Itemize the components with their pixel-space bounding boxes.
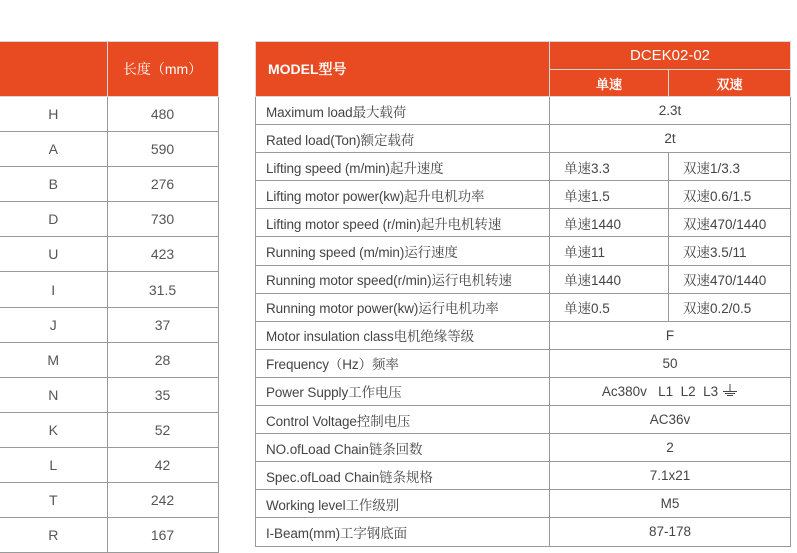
table-row <box>256 209 791 237</box>
spec-label-cell: Lifting speed (m/min)起升速度 <box>256 153 550 181</box>
dimension-value-cell: 242 <box>107 483 218 518</box>
dimension-code-cell: I <box>0 272 107 307</box>
table-row <box>256 434 791 462</box>
spec-value-text: Ac380v L1 L2 L3 <box>601 383 719 399</box>
double-speed-header: 双速 <box>669 70 791 97</box>
table-row <box>256 349 791 377</box>
table-row <box>0 167 218 202</box>
dimension-code-cell: U <box>0 237 107 272</box>
table-row <box>0 272 218 307</box>
dimension-code-cell: H <box>0 97 107 132</box>
model-label-header: MODEL型号 <box>256 42 550 97</box>
table-row <box>256 293 791 321</box>
table-row <box>256 125 791 153</box>
spec-value-text: M5 <box>660 496 680 512</box>
spec-single-speed-cell: 单速0.5 <box>550 293 669 321</box>
model-code-header: DCEK02-02 <box>550 42 791 70</box>
dimension-value-cell: 28 <box>107 342 218 377</box>
dimension-table <box>0 41 219 553</box>
dimension-code-cell: A <box>0 132 107 167</box>
table-row <box>0 377 218 412</box>
table-row <box>256 237 791 265</box>
spec-double-speed-cell: 双速470/1440 <box>669 265 791 293</box>
spec-value-cell <box>550 434 791 462</box>
table-row <box>256 462 791 490</box>
dimension-code-cell: K <box>0 412 107 447</box>
table-row <box>0 483 218 518</box>
table-row <box>256 153 791 181</box>
spec-single-speed-cell: 单速1440 <box>550 209 669 237</box>
dimension-code-cell: R <box>0 518 107 553</box>
table-row <box>0 97 218 132</box>
spec-label-cell: Running motor power(kw)运行电机功率 <box>256 293 550 321</box>
dimension-code-cell: N <box>0 377 107 412</box>
table-row <box>256 321 791 349</box>
spec-label-cell: Rated load(Ton)额定载荷 <box>256 125 550 153</box>
table-row <box>0 342 218 377</box>
spec-value-cell <box>550 321 791 349</box>
spec-value-cell <box>550 377 791 405</box>
spec-double-speed-cell: 双速0.6/1.5 <box>669 181 791 209</box>
table-row <box>0 132 218 167</box>
spec-value-cell <box>550 406 791 434</box>
table-row <box>0 237 218 272</box>
spec-value-text: AC36v <box>649 412 691 428</box>
spec-label-cell: Spec.ofLoad Chain链条规格 <box>256 462 550 490</box>
table-row <box>256 181 791 209</box>
dimension-code-cell: T <box>0 483 107 518</box>
dimension-value-cell: 276 <box>107 167 218 202</box>
table-row <box>256 377 791 405</box>
spec-single-speed-cell: 单速1.5 <box>550 181 669 209</box>
table-row <box>256 490 791 518</box>
table-row <box>0 447 218 482</box>
dimension-value-cell: 35 <box>107 377 218 412</box>
spec-value-cell <box>550 125 791 153</box>
spec-value-text: 2 <box>666 440 674 456</box>
spec-value-text: 2.3t <box>658 103 682 119</box>
dimension-value-cell: 590 <box>107 132 218 167</box>
spec-header-row-1 <box>256 42 791 70</box>
table-row <box>256 97 791 125</box>
spec-double-speed-cell: 双速1/3.3 <box>669 153 791 181</box>
dimension-value-cell: 31.5 <box>107 272 218 307</box>
spec-value-cell <box>550 490 791 518</box>
spec-value-text: 87-178 <box>648 524 692 540</box>
spec-value-text: 7.1x21 <box>649 468 691 484</box>
spec-label-cell: Control Voltage控制电压 <box>256 406 550 434</box>
dimension-value-cell: 42 <box>107 447 218 482</box>
spec-value-cell <box>550 462 791 490</box>
spec-label-cell: Motor insulation class电机绝缘等级 <box>256 321 550 349</box>
spec-label-cell: NO.ofLoad Chain链条回数 <box>256 434 550 462</box>
spec-label-cell: Lifting motor speed (r/min)起升电机转速 <box>256 209 550 237</box>
specification-table-body <box>256 97 791 547</box>
dimension-code-cell: B <box>0 167 107 202</box>
table-row <box>256 406 791 434</box>
spec-single-speed-cell: 单速3.3 <box>550 153 669 181</box>
spec-label-cell: Lifting motor power(kw)起升电机功率 <box>256 181 550 209</box>
dimension-value-cell: 167 <box>107 518 218 553</box>
spec-value-text: F <box>665 327 675 343</box>
table-row <box>256 518 791 546</box>
spec-single-speed-cell: 单速1440 <box>550 265 669 293</box>
spec-label-cell: Running motor speed(r/min)运行电机转速 <box>256 265 550 293</box>
ground-icon <box>722 384 738 397</box>
table-row <box>0 202 218 237</box>
spec-double-speed-cell: 双速0.2/0.5 <box>669 293 791 321</box>
dimension-code-cell: M <box>0 342 107 377</box>
spec-value-cell <box>550 518 791 546</box>
dimension-code-cell: J <box>0 307 107 342</box>
spec-value-cell <box>550 349 791 377</box>
spec-label-cell: Frequency（Hz）频率 <box>256 349 550 377</box>
spec-value-text: 50 <box>662 355 678 371</box>
dimension-header-row <box>0 42 218 97</box>
dimension-code-cell: D <box>0 202 107 237</box>
dimension-header-blank <box>0 42 107 97</box>
spec-label-cell: Power Supply工作电压 <box>256 377 550 405</box>
table-row <box>0 518 218 553</box>
single-speed-header: 单速 <box>550 70 669 97</box>
specification-table <box>255 41 791 547</box>
spec-label-cell: I-Beam(mm)工字钢底面 <box>256 518 550 546</box>
dimension-code-cell: L <box>0 447 107 482</box>
spec-label-cell: Maximum load最大载荷 <box>256 97 550 125</box>
spec-double-speed-cell: 双速3.5/11 <box>669 237 791 265</box>
dimension-value-cell: 52 <box>107 412 218 447</box>
spec-label-cell: Running speed (m/min)运行速度 <box>256 237 550 265</box>
dimension-table-body <box>0 97 218 553</box>
spec-value-text: 2t <box>664 131 676 147</box>
spec-value-cell <box>550 97 791 125</box>
table-row <box>0 307 218 342</box>
spec-double-speed-cell: 双速470/1440 <box>669 209 791 237</box>
spec-single-speed-cell: 单速11 <box>550 237 669 265</box>
table-row <box>256 265 791 293</box>
spec-label-cell: Working level工作级别 <box>256 490 550 518</box>
dimension-value-cell: 480 <box>107 97 218 132</box>
dimension-header-length: 长度（mm） <box>107 42 218 97</box>
dimension-value-cell: 37 <box>107 307 218 342</box>
dimension-value-cell: 730 <box>107 202 218 237</box>
dimension-value-cell: 423 <box>107 237 218 272</box>
table-row <box>0 412 218 447</box>
